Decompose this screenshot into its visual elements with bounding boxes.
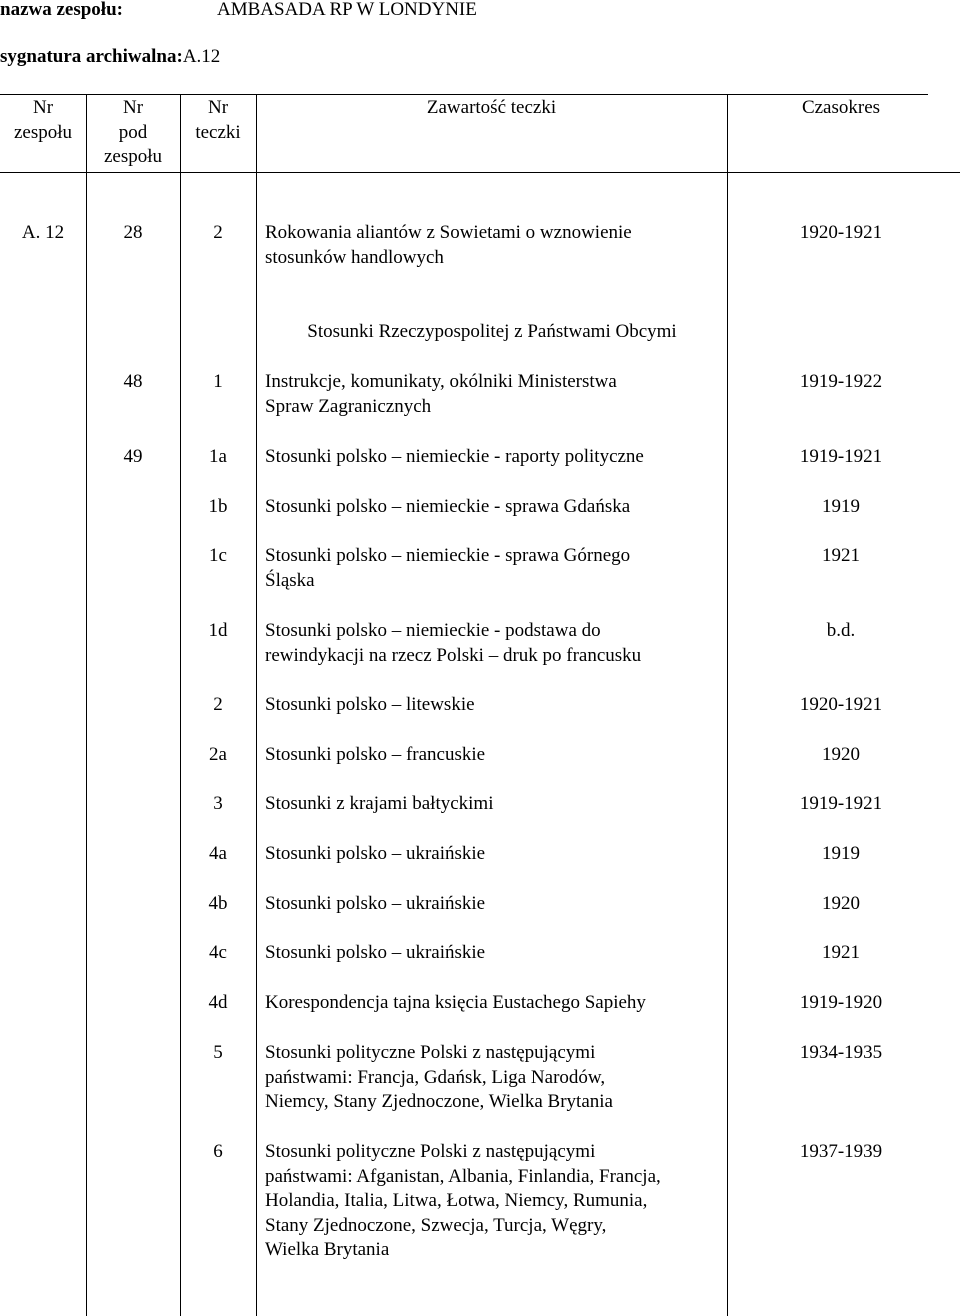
archive-signature-field	[0, 47, 220, 67]
content-line: Stosunki polsko – francuskie	[265, 744, 486, 765]
cell-czasokres: b.d.	[826, 620, 856, 641]
content-line: Stosunki polsko – ukraińskie	[265, 893, 486, 914]
cell-zawartosc	[265, 892, 725, 917]
cell-czasokres: 1921	[822, 545, 860, 566]
content-line: Stosunki polsko – niemieckie - sprawa Gdańska	[265, 496, 631, 517]
cell-nr-teczki: 4c	[209, 942, 227, 963]
cell-zawartosc	[265, 792, 725, 817]
archive-signature-label: sygnatura archiwalna:	[0, 46, 183, 67]
content-line: państwami: Afganistan, Albania, Finlandia, Francja,	[265, 1165, 661, 1187]
col-divider-3	[256, 94, 257, 1316]
content-line: stosunków handlowych	[265, 246, 444, 268]
cell-nr-zespolu: A. 12	[21, 222, 65, 243]
cell-zawartosc	[265, 991, 725, 1016]
cell-czasokres: 1920-1921	[799, 222, 883, 243]
th-text: pod	[118, 121, 148, 143]
th-text: zespołu	[13, 121, 73, 143]
cell-nr-teczki: 4d	[208, 992, 228, 1013]
content-line: rewindykacji na rzecz Polski – druk po francusku	[265, 644, 642, 666]
content-line: państwami: Francja, Gdańsk, Liga Narodów,	[265, 1066, 606, 1088]
th-nr-teczki	[180, 96, 256, 145]
th-nr-zespolu	[0, 96, 86, 145]
content-line: Niemcy, Stany Zjednoczone, Wielka Brytania	[265, 1091, 613, 1112]
th-text: zespołu	[103, 146, 163, 167]
content-line: Rokowania aliantów z Sowietami o wznowienie	[265, 222, 632, 243]
cell-nr-teczki: 2	[213, 222, 223, 243]
cell-zawartosc	[265, 544, 725, 593]
cell-nr-teczki: 4a	[209, 843, 227, 864]
team-name-label: nazwa zespołu:	[0, 0, 123, 20]
cell-czasokres: 1920	[822, 893, 860, 914]
cell-czasokres: 1919	[822, 843, 860, 864]
cell-nr-pod-zespolu: 48	[123, 371, 143, 392]
cell-nr-teczki: 1b	[208, 496, 228, 517]
cell-czasokres: 1920	[822, 744, 860, 765]
th-zawartosc: Zawartość teczki	[426, 97, 557, 118]
cell-nr-teczki: 1c	[209, 545, 227, 566]
content-line: Spraw Zagranicznych	[265, 395, 432, 417]
content-line: Wielka Brytania	[265, 1239, 390, 1260]
cell-nr-teczki: 2	[213, 694, 223, 715]
content-line: Stosunki polityczne Polski z następującymi	[265, 1141, 596, 1162]
cell-czasokres: 1919-1922	[799, 371, 883, 392]
cell-zawartosc	[265, 693, 725, 718]
col-divider-1	[86, 94, 87, 1316]
cell-zawartosc	[265, 842, 725, 867]
content-line: Instrukcje, komunikaty, okólniki Ministerstwa	[265, 371, 617, 392]
cell-zawartosc	[265, 619, 725, 668]
content-line: Stosunki polsko – niemieckie - sprawa Górnego	[265, 545, 631, 566]
content-line: Korespondencja tajna księcia Eustachego Sapiehy	[265, 992, 646, 1013]
cell-nr-teczki: 1a	[209, 446, 227, 467]
cell-nr-teczki: 6	[213, 1141, 223, 1162]
cell-czasokres: 1937-1939	[799, 1141, 883, 1162]
cell-nr-teczki: 1d	[208, 620, 228, 641]
th-text: Nr	[207, 97, 229, 118]
th-nr-pod-zespolu	[86, 96, 180, 170]
content-line: Holandia, Italia, Litwa, Łotwa, Niemcy, Rumunia,	[265, 1190, 648, 1211]
cell-czasokres: 1919-1921	[799, 446, 883, 467]
cell-nr-teczki: 3	[213, 793, 223, 814]
cell-czasokres: 1920-1921	[799, 694, 883, 715]
content-line: Stosunki z krajami bałtyckimi	[265, 793, 494, 814]
cell-czasokres: 1919-1921	[799, 793, 883, 814]
cell-czasokres: 1934-1935	[799, 1042, 883, 1063]
cell-nr-pod-zespolu: 49	[123, 446, 143, 467]
content-line: Stosunki polsko – niemieckie - podstawa do	[265, 620, 601, 641]
th-czasokres: Czasokres	[801, 97, 881, 118]
th-text: Nr	[122, 97, 144, 118]
cell-zawartosc	[265, 743, 725, 768]
cell-zawartosc	[265, 221, 725, 270]
cell-nr-teczki: 4b	[208, 893, 228, 914]
content-line: Stosunki polsko – litewskie	[265, 694, 475, 715]
table-top-rule	[0, 94, 928, 95]
cell-zawartosc	[265, 1140, 725, 1263]
cell-czasokres: 1919-1920	[799, 992, 883, 1013]
content-line: Stosunki polsko – ukraińskie	[265, 942, 486, 963]
team-name-value: AMBASADA RP W LONDYNIE	[217, 0, 477, 20]
cell-czasokres: 1919	[822, 496, 860, 517]
cell-nr-pod-zespolu: 28	[123, 222, 143, 243]
team-name-field	[0, 0, 477, 20]
section-heading: Stosunki Rzeczypospolitej z Państwami Obcymi	[307, 321, 677, 342]
content-line: Stosunki polityczne Polski z następującymi	[265, 1042, 596, 1063]
th-text: Nr	[32, 97, 54, 118]
content-line: Stosunki polsko – niemieckie - raporty polityczne	[265, 446, 644, 467]
cell-nr-teczki: 5	[213, 1042, 223, 1063]
cell-zawartosc	[265, 941, 725, 966]
cell-nr-teczki: 1	[213, 371, 223, 392]
cell-zawartosc	[265, 495, 725, 520]
cell-zawartosc	[265, 370, 725, 419]
table-header-rule	[0, 172, 960, 173]
cell-czasokres: 1921	[822, 942, 860, 963]
cell-zawartosc	[265, 1041, 725, 1115]
content-line: Stosunki polsko – ukraińskie	[265, 843, 486, 864]
content-line: Śląska	[265, 569, 315, 591]
cell-nr-teczki: 2a	[209, 744, 227, 765]
content-line: Stany Zjednoczone, Szwecja, Turcja, Węgry,	[265, 1214, 607, 1236]
th-text: teczki	[195, 121, 241, 143]
archive-signature-value: A.12	[182, 46, 221, 67]
cell-zawartosc	[265, 445, 725, 470]
